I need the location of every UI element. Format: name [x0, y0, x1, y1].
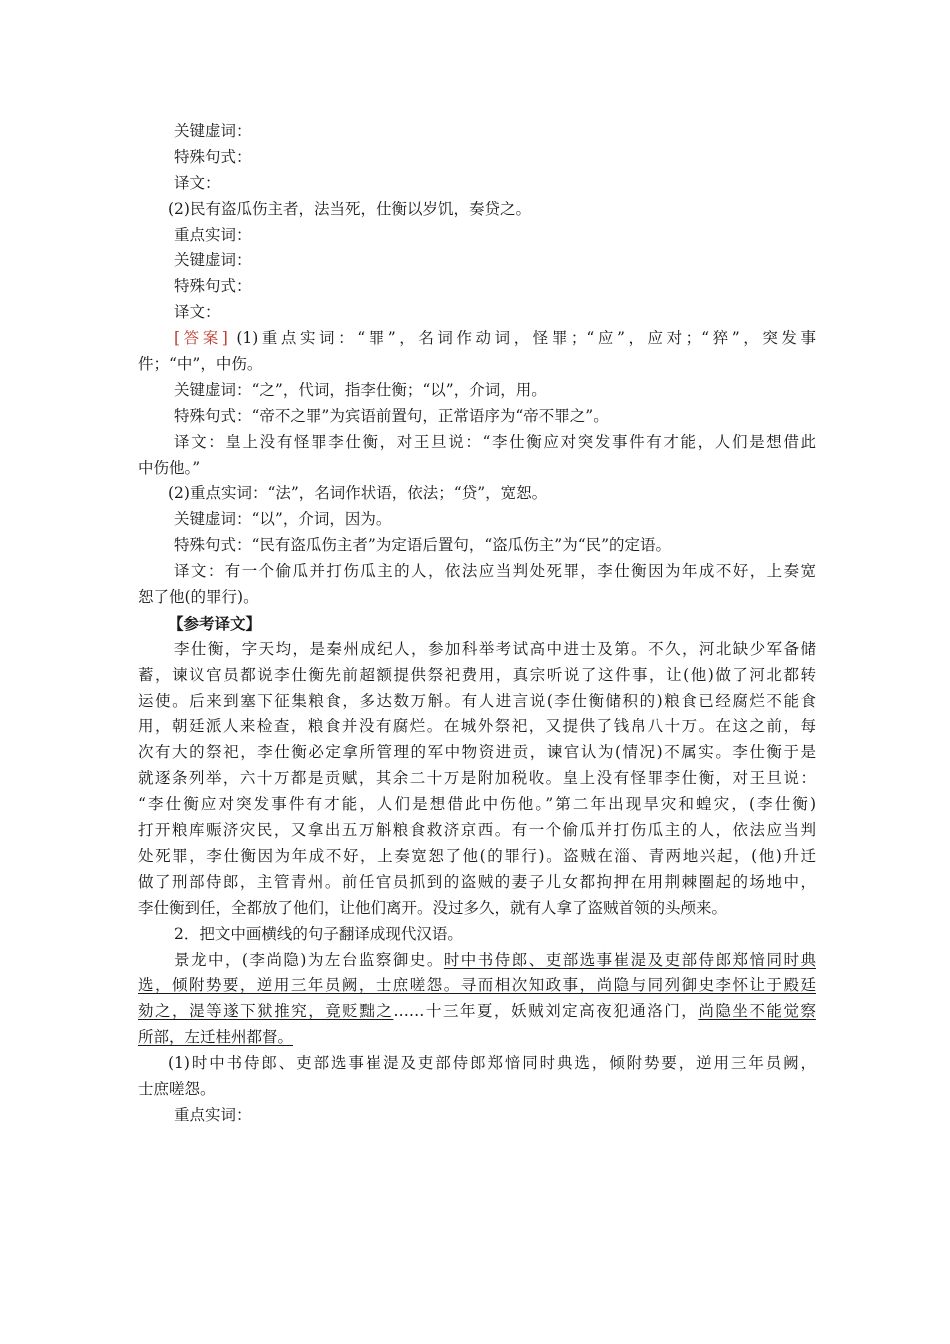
answer-tag: [答案]	[174, 329, 228, 348]
reference-heading: 【参考译文】	[168, 613, 262, 633]
passage-line: 劾之，湜等遂下狱推究，竟贬黜之……十三年夏，妖贼刘定高夜犯通洛门，尚隐坐不能觉察	[138, 1002, 816, 1021]
reference-line: 运使。后来到塞下征集粮食，多达数万斛。有人进言说(李仕衡储积的)粮食已经腐烂不能食	[138, 691, 816, 710]
reference-line: 打开粮库赈济灾民，又拿出五万斛粮食救济京西。有一个偷瓜并打伤瓜主的人，依法应当判	[138, 821, 816, 840]
reference-line: 李仕衡，字天均，是秦州成纪人，参加科举考试高中进士及第。不久，河北缺少军备储	[174, 639, 816, 658]
label-translation: 译文：	[174, 173, 221, 192]
label-key-content-words: 重点实词：	[174, 1105, 252, 1124]
answer-line	[138, 326, 816, 352]
answer-line: 件；“中”，中伤。	[138, 355, 263, 374]
answer-function-words: 关键虚词：“之”，代词，指李仕衡；“以”，介词，用。	[174, 380, 547, 399]
underlined-sentence: 尚隐坐不能觉察	[698, 1002, 816, 1021]
question-2-sentence-1: 士庶嗟怨。	[138, 1079, 216, 1098]
answer-content-words: (2)重点实词：“法”，名词作状语，依法；“贷”，宽恕。	[168, 484, 548, 503]
answer-translation: 恕了他(的罪行)。	[138, 588, 259, 607]
underlined-sentence: 选，倾附势要，逆用三年员阙，士庶嗟怨。寻而相次知政事，尚隐与同列御史李怀让于殿廷	[138, 976, 816, 995]
question-2-prompt: 2．把文中画横线的句子翻译成现代汉语。	[174, 924, 463, 943]
reference-line: 就逐条列举，六十万都是贡赋，其余二十万是附加税收。皇上没有怪罪李仕衡，对王旦说：	[138, 769, 816, 788]
label-translation: 译文：	[174, 303, 221, 322]
answer-translation: 译文：有一个偷瓜并打伤瓜主的人，依法应当判处死罪，李仕衡因为年成不好，上奏宽	[174, 562, 816, 581]
answer-special-sentence: 特殊句式：“帝不之罪”为宾语前置句，正常语序为“帝不罪之”。	[174, 406, 609, 425]
reference-line: 李仕衡到任，全都放了他们，让他们离开。没过多久，就有人拿了盗贼首领的头颅来。	[138, 898, 728, 917]
label-special-sentence: 特殊句式：	[174, 277, 252, 296]
passage-line: 景龙中，(李尚隐)为左台监察御史。时中书侍郎、吏部选事崔湜及吏部侍郎郑愔同时典	[174, 950, 816, 969]
answer-translation: 中伤他。”	[138, 458, 201, 477]
answer-translation: 译文：皇上没有怪罪李仕衡，对王旦说：“李仕衡应对突发事件有才能，人们是想借此	[174, 432, 816, 451]
reference-line: 做了刑部侍郎，主管青州。前任官员抓到的盗贼的妻子儿女都拘押在用荆棘圈起的场地中，	[138, 872, 816, 891]
underlined-sentence: 所部，左迁桂州都督。	[138, 1028, 294, 1047]
underlined-sentence: 时中书侍郎、吏部选事崔湜及吏部侍郎郑愔同时典	[443, 950, 816, 969]
underlined-sentence: 劾之，湜等遂下狱推究，竟贬黜之	[138, 1002, 394, 1021]
answer-special-sentence: 特殊句式：“民有盗瓜伤主者”为定语后置句，“盗瓜伤主”为“民”的定语。	[174, 536, 672, 555]
passage-line	[138, 1025, 816, 1051]
reference-line: “李仕衡应对突发事件有才能，人们是想借此中伤他。”第二年出现旱灾和蝗灾，(李仕衡)	[138, 795, 816, 814]
passage-line	[138, 973, 816, 999]
reference-line: 处死罪，李仕衡因为年成不好，上奏宽恕了他(的罪行)。盗贼在淄、青两地兴起，(他)升迁	[138, 846, 816, 865]
sentence-2: (2)民有盗瓜伤主者，法当死，仕衡以岁饥，奏贷之。	[168, 199, 531, 218]
document-body	[138, 119, 816, 1129]
label-key-content-words: 重点实词：	[174, 225, 252, 244]
question-2-sentence-1: (1)时中书侍郎、吏部选事崔湜及吏部侍郎郑愔同时典选，倾附势要，逆用三年员阙，	[168, 1054, 816, 1073]
reference-line: 蓄，谏议官员都说李仕衡先前超额提供祭祀费用，真宗听说了这件事，让(他)做了河北都转	[138, 665, 816, 684]
label-key-function-words: 关键虚词：	[174, 122, 252, 140]
label-special-sentence: 特殊句式：	[174, 147, 252, 166]
answer-function-words: 关键虚词：“以”，介词，因为。	[174, 510, 392, 529]
label-key-function-words: 关键虚词：	[174, 251, 252, 270]
reference-line: 用，朝廷派人来检查，粮食并没有腐烂。在城外祭祀，又提供了钱帛八十万。在这之前，每	[138, 717, 816, 736]
reference-line: 次有大的祭祀，李仕衡必定拿所管理的军中物资进贡，谏官认为(情况)不属实。李仕衡于是	[138, 743, 816, 762]
answer-text: (1)重点实词：“罪”，名词作动词，怪罪；“应”，应对；“猝”，突发事	[236, 329, 816, 348]
